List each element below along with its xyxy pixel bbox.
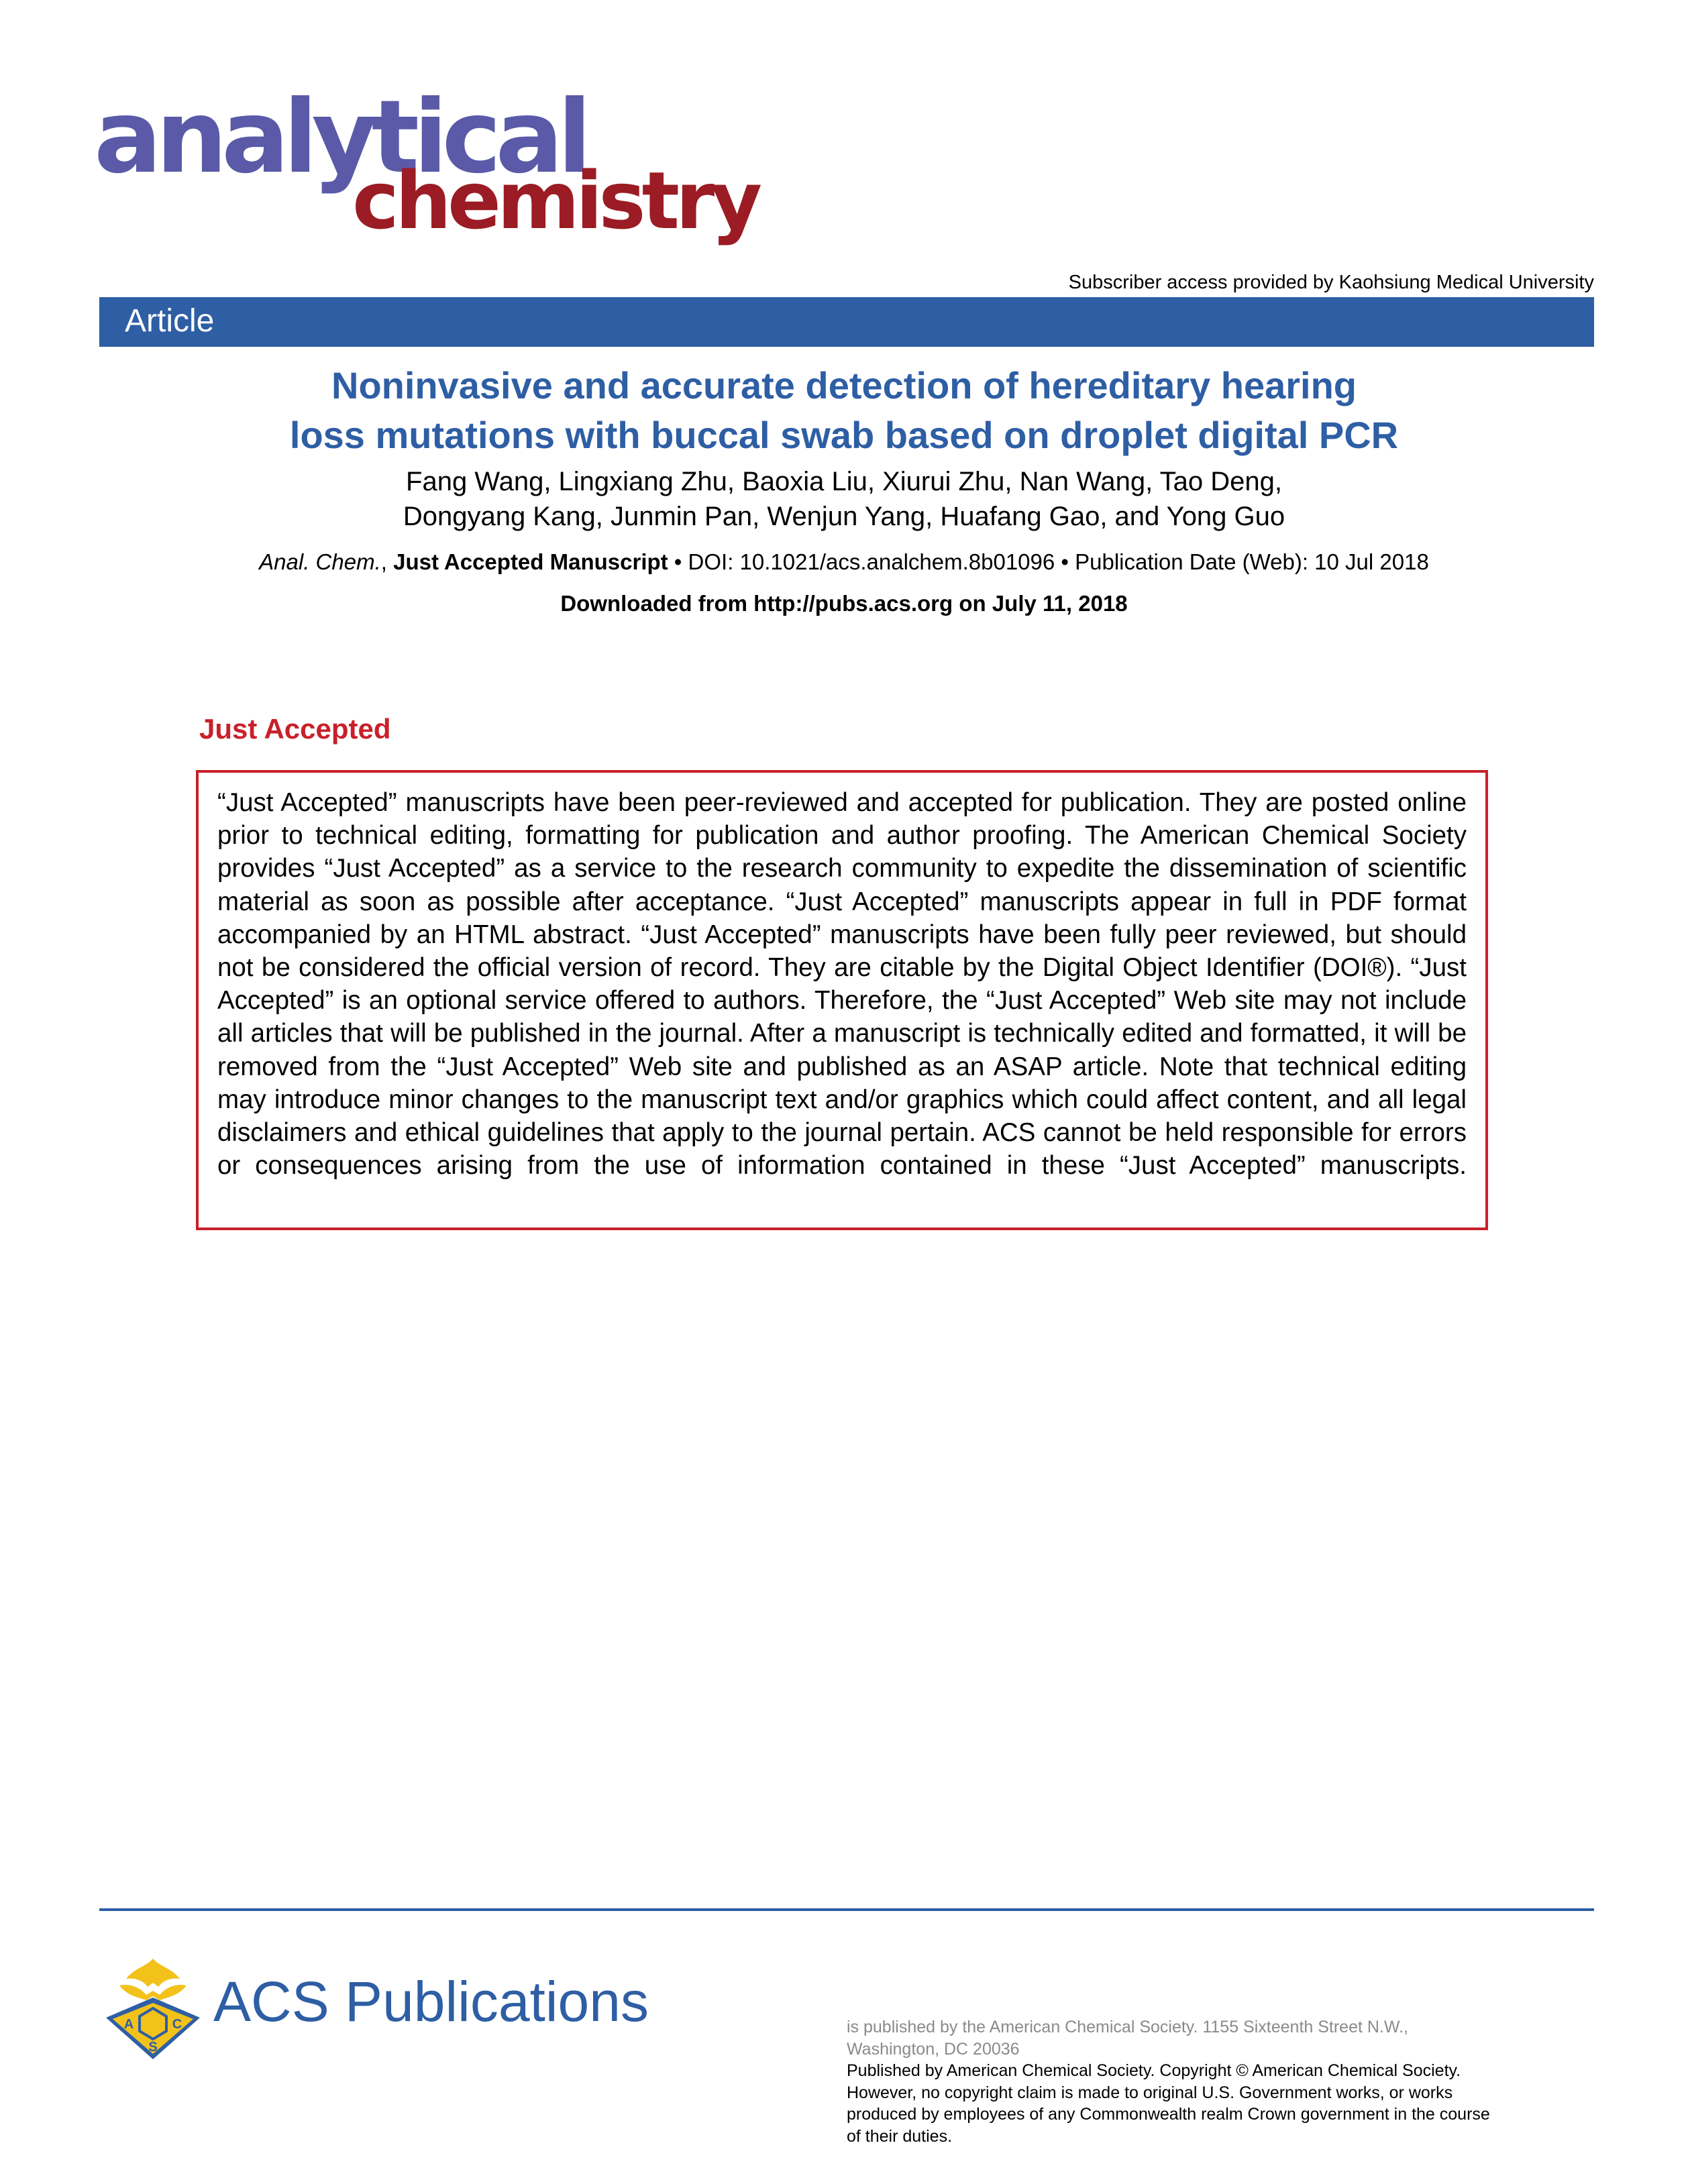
just-accepted-heading: Just Accepted: [199, 713, 391, 745]
just-accepted-body: “Just Accepted” manuscripts have been peer-reviewed and accepted for publication. They are posted online prior to technical editing, formatting for publication and author proofing. The American Chemical Society provides “Just Accepted” as a service to the research community to expedite the dissemination of scientific material as soon as possible after acceptance. “Just Accepted” manuscripts appear in full in PDF format accompanied by an HTML abstract. “Just Accepted” manuscripts have been fully peer reviewed, but should not be considered the official version of record. They are citable by the Digital Object Identifier (DOI®). “Just Accepted” is an optional service offered to authors. Therefore, the “Just Accepted” Web site may not include all articles that will be published in the journal. After a manuscript is technically edited and formatted, it will be removed from the “Just Accepted” Web site and published as an ASAP article. Note that technical editing may introduce minor changes to the manuscript text and/or graphics which could affect content, and all legal disclaimers and ethical guidelines that apply to the journal pertain. ACS cannot be held responsible for errors or consequences arising from the use of information contained in these “Just Accepted” manuscripts.: [217, 788, 1467, 1181]
article-type-bar: [99, 297, 1594, 347]
article-title-line: loss mutations with buccal swab based on droplet digital PCR: [289, 414, 1399, 456]
publisher-footer: [847, 2016, 1598, 2147]
journal-logo: [94, 79, 778, 255]
acs-wordmark: [213, 1970, 649, 2033]
author-list-line: Dongyang Kang, Junmin Pan, Wenjun Yang, Huafang Gao, and Yong Guo: [403, 502, 1285, 531]
manuscript-status: Just Accepted Manuscript: [393, 549, 668, 574]
footer-divider: [99, 1908, 1594, 1911]
citation-separator: ,: [380, 549, 394, 574]
emblem-letter-s: S: [148, 2040, 158, 2055]
article-title: [0, 361, 1688, 460]
doi-and-date: • DOI: 10.1021/acs.analchem.8b01096 • Publication Date (Web): 10 Jul 2018: [668, 549, 1429, 574]
article-type-label: Article: [125, 303, 215, 339]
subscriber-access-note: Subscriber access provided by Kaohsiung Medical University: [1068, 272, 1594, 293]
author-list-line: Fang Wang, Lingxiang Zhu, Baoxia Liu, Xiurui Zhu, Nan Wang, Tao Deng,: [406, 467, 1282, 496]
author-list: [0, 464, 1688, 534]
citation-line: [0, 549, 1688, 576]
journal-abbreviation: Anal. Chem.: [259, 549, 381, 574]
acs-wordmark-publications: Publications: [329, 1970, 649, 2033]
just-accepted-box: [196, 770, 1488, 1230]
emblem-letter-c: C: [172, 2017, 182, 2032]
copyright-line: produced by employees of any Commonwealth realm Crown government in the course: [847, 2105, 1490, 2124]
publisher-address-line: Washington, DC 20036: [847, 2039, 1020, 2059]
copyright-line: However, no copyright claim is made to original U.S. Government works, or works: [847, 2083, 1453, 2102]
copyright-line: of their duties.: [847, 2126, 953, 2146]
emblem-letter-a: A: [123, 2017, 134, 2032]
copyright-line: Published by American Chemical Society. Copyright © American Chemical Society.: [847, 2061, 1461, 2080]
download-notice: Downloaded from http://pubs.acs.org on July 11, 2018: [560, 591, 1128, 616]
acs-eagle-emblem-icon: [99, 1953, 207, 2061]
article-title-line: Noninvasive and accurate detection of hereditary hearing: [331, 364, 1357, 406]
acs-publications-logo: [99, 1953, 649, 2061]
publisher-address-line: is published by the American Chemical Society. 1155 Sixteenth Street N.W.,: [847, 2018, 1408, 2036]
journal-logo-word-chemistry: chemistry: [352, 154, 759, 247]
journal-logo-word-analytical: analytical: [94, 79, 586, 196]
acs-wordmark-acs: ACS: [213, 1970, 329, 2033]
